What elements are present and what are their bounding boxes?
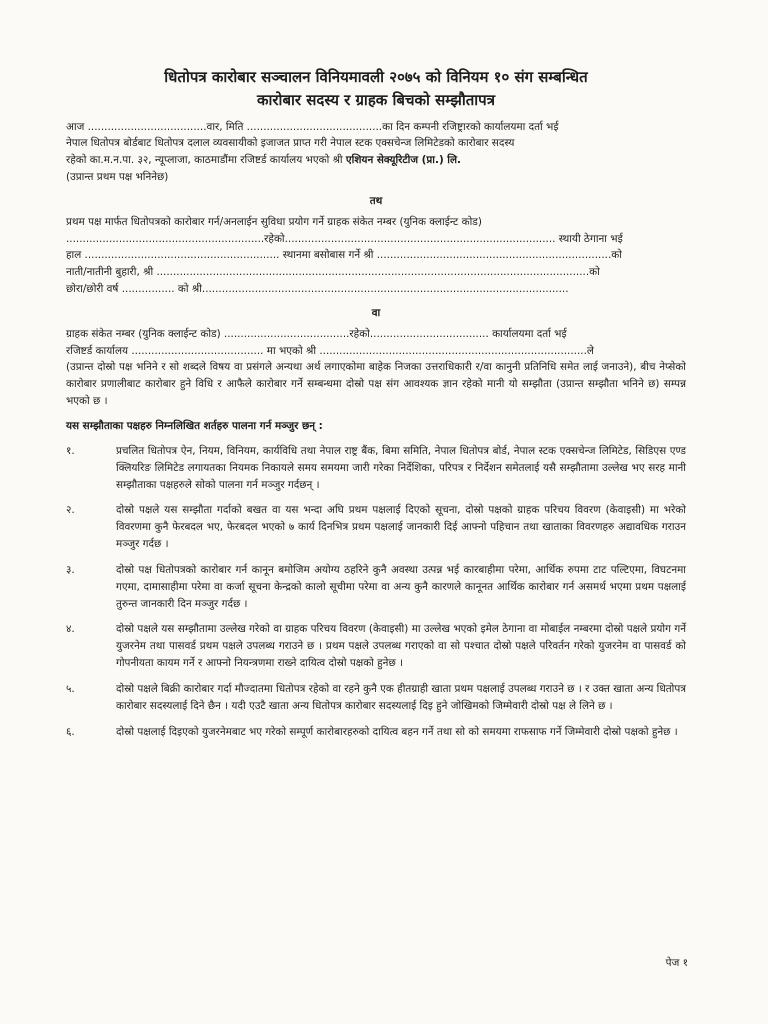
clause-text: दोस्रो पक्षले यस सम्झौतामा उल्लेख गरेको वा ग्राहक परिचय विवरण (केवाइसी) मा उल्लेख भएको इमेल ठेगाना वा मोबाईल नम्बरमा दोस्रो पक्षले प्रयोग गर्ने युजरनेम तथा पासवर्ड प्रथम पक्षले उपलब्ध गराउने छ । प्रथम पक्षले उपलब्ध गराएको वा सो पश्चात दोस्रो पक्षले परिवर्तन गरेको युजरनेम वा पासवर्ड को गोपनीयता कायम गर्ने र आफ्नो नियन्त्रणमा राख्ने दायित्व दोस्रो पक्षको हुनेछ ।: [116, 623, 686, 670]
clause-text: दोस्रो पक्ष धितोपत्रको कारोबार गर्न कानून बमोजिम अयोग्य ठहरिने कुनै अवस्था उत्पन्न भई कारबाहीमा परेमा, आर्थिक रुपमा टाट पल्टिएमा, विघटनमा गएमा, दामासाहीमा परेमा वा कर्जा सूचना केन्द्रको कालो सूचीमा परेमा वा अन्य कुनै कारणले कानूनत आर्थिक कारोबार गर्न असमर्थ भएमा प्रथम पक्षलाई तुरुन्त जानकारी दिन मञ्जुर गर्दछ ।: [116, 563, 686, 610]
document-title: [66, 66, 686, 113]
clause-text: दोस्रो पक्षलाई दिइएको युजरनेमबाट भए गरेको सम्पूर्ण कारोबारहरुको दायित्व बहन गर्ने तथा सो को समयमा राफसाफ गर्ने जिम्मेवारी दोस्रो पक्षको हुनेछ ।: [116, 725, 678, 738]
clause-text: दोस्रो पक्षले यस सम्झौता गर्दाको बखत वा यस भन्दा अघि प्रथम पक्षलाई दिएको सूचना, दोस्रो पक्षको ग्राहक परिचय विवरण (केवाइसी) मा भरेको विवरणमा कुनै फेरबदल भए, फेरबदल भएको ७ कार्य दिनभित्र प्रथम पक्षलाई जानकारी दिई आफ्नो पहिचान तथा खाताका विवरणहरु अद्यावधिक गराउन मञ्जुर गर्दछ ।: [116, 504, 686, 551]
clause-number: ६.: [66, 725, 75, 738]
clause-item: [66, 621, 686, 672]
client-row-1: प्रथम पक्ष मार्फत धितोपत्रको कारोबार गर्न/अनलाईन सुविधा प्रयोग गर्ने ग्राहक संकेत नम्बर (युनिक क्लाईन्ट कोड): [66, 215, 482, 228]
page-number: पेज १: [665, 957, 688, 969]
client-row-4: नाती/नातीनी बुहारी, श्री ...................................................................................................................................को: [66, 266, 600, 279]
client-org-row-1: ग्राहक संकेत नम्बर (युनिक क्लाईन्ट कोड) ......................................रहेको.................................... कार्यालयमा दर्ता भई: [66, 327, 567, 340]
client-row-5: छोरा/छोरी वर्ष ................ को श्री...............................................................................................................: [66, 283, 569, 296]
second-party-definition: (उप्रान्त दोस्रो पक्ष भनिने र सो शब्दले विषय वा प्रसंगले अन्यथा अर्थ लगाएकोमा बाहेक निजका उत्तराधिकारी र/वा कानुनी प्रतिनिधि समेत लाई जनाउने), बीच नेप्सेको कारोबार प्रणालीबाट कारोबार हुने विधि र आफैले कारोबार गर्ने सम्बन्धमा दोस्रो पक्ष संग आवश्यक ज्ञान रहेको मानी यो सम्झौता (उप्रान्त सम्झौता भनिने छ) सम्पन्न भएको छ ।: [66, 361, 686, 408]
title-line-1: धितोपत्र कारोबार सञ्चालन विनियमावली २०७५ को विनियम १० संग सम्बन्धित: [164, 68, 588, 86]
intro-row-4: (उप्रान्त प्रथम पक्ष भनिनेछ): [66, 171, 169, 184]
clause-item: [66, 502, 686, 553]
intro-block: [66, 119, 686, 186]
clause-number: २.: [66, 504, 75, 517]
clause-text: दोस्रो पक्षले बिक्री कारोबार गर्दा मौज्दातमा धितोपत्र रहेको वा रहने कुनै एक हीतग्राही खाता प्रथम पक्षलाई उपलब्ध गराउने छ । र उक्त खाता अन्य धितोपत्र कारोबार सदस्यलाई दिने छैन । यदी एउटै खाता अन्य धितोपत्र कारोबार सदस्यलाई दिइ हुने जोखिमको जिम्मेवारी दोस्रो पक्ष ले लिने छ ।: [116, 682, 686, 712]
client-org-block: [66, 326, 686, 410]
intro-row-2: नेपाल धितोपत्र बोर्डबाट धितोपत्र दलाल व्यवसायीको इजाजत प्राप्त गरी नेपाल स्टक एक्सचेन्ज लिमिटेडको कारोबार सदस्य: [66, 137, 515, 150]
intro-row-3: [66, 152, 686, 169]
separator-and: तथ: [369, 194, 383, 207]
clause-item: [66, 724, 686, 741]
intro-row-3-text: रहेको का.म.न.पा. ३२, न्यूप्लाजा, काठमाडौंमा रजिष्टर्ड कार्यालय भएको श्री: [66, 154, 346, 167]
clause-number: ४.: [66, 623, 75, 636]
clause-item: [66, 681, 686, 715]
clause-item: [66, 562, 686, 613]
clause-text: प्रचलित धितोपत्र ऐन, नियम, विनियम, कार्यविधि तथा नेपाल राष्ट्र बैंक, बिमा समिति, नेपाल धितोपत्र बोर्ड, नेपाल स्टक एक्सचेन्ज लिमिटेड, सिडिएस एण्ड क्लियरिङ लिमिटेड लगायतका नियमक निकायले समय समयमा जारी गरेका निर्देशिका, परिपत्र र निर्देशन समेतलाई यसै सम्झौतामा उल्लेख भए सरह मानी सम्झौताका पक्षहरुले सोको पालना गर्न मञ्जुर गर्दछन् ।: [116, 444, 686, 491]
client-row-2: ............................................................रहेको.................................................................................. स्थायी ठेगाना भई: [66, 232, 623, 245]
terms-heading: यस सम्झौताका पक्षहरु निम्नलिखित शर्तहरु पालना गर्न मञ्जुर छन् :: [66, 420, 323, 432]
client-details-block: [66, 214, 686, 298]
clause-number: ३.: [66, 563, 75, 576]
clauses-list: [66, 443, 686, 741]
intro-row-1: आज ....................................वार, मिति .........................................का दिन कम्पनी रजिष्ट्रारको कार्यालयमा दर्ता भई: [66, 120, 559, 133]
client-row-3: हाल ........................................................... स्थानमा बसोबास गर्ने श्री .......................................................................को: [66, 249, 622, 262]
broker-name: एशियन सेक्यूरिटीज (प्रा.) लि.: [345, 154, 461, 167]
clause-number: १.: [66, 444, 75, 457]
separator-or: वा: [371, 306, 381, 319]
title-line-2: कारोबार सदस्य र ग्राहक बिचको सम्झौतापत्र: [257, 91, 495, 110]
clause-item: [66, 443, 686, 494]
clause-number: ५.: [66, 682, 75, 695]
client-org-row-2: रजिष्टर्ड कार्यालय ........................................ मा भएको श्री .................................................................................ले: [66, 344, 594, 357]
